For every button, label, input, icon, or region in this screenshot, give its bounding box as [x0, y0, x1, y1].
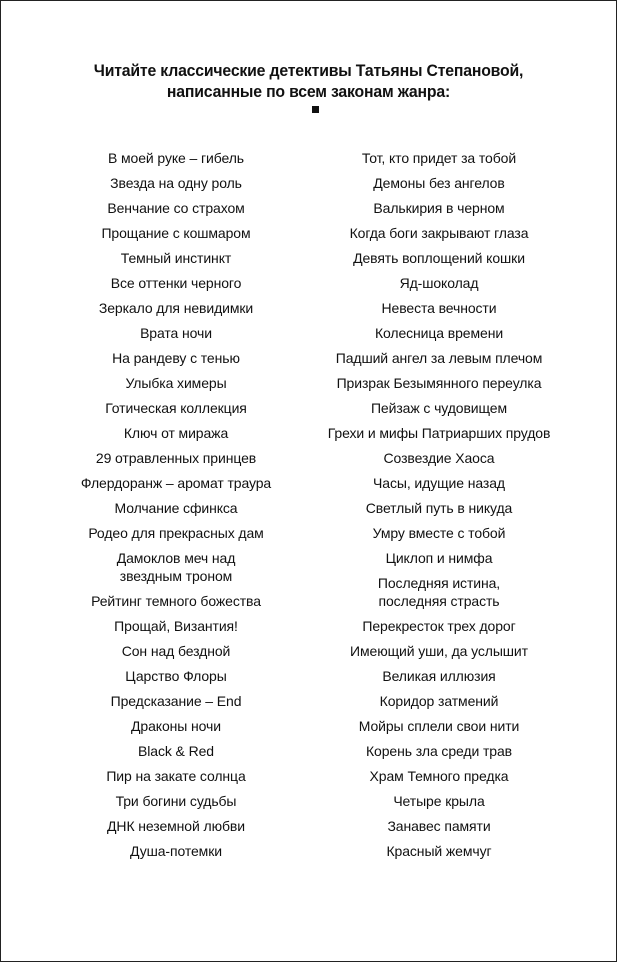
book-title-line: Созвездие Хаоса [383, 450, 495, 466]
book-title-line: ДНК неземной любви [107, 818, 245, 834]
book-title-line: Великая иллюзия [382, 668, 496, 684]
book-title [304, 449, 574, 467]
book-title-line: Падший ангел за левым плечом [335, 350, 543, 366]
book-title [41, 842, 311, 860]
book-title [41, 667, 311, 685]
book-title-line: Четыре крыла [393, 793, 485, 809]
book-title [41, 149, 311, 167]
book-title [41, 617, 311, 635]
book-title [41, 499, 311, 517]
book-title-line: Сон над бездной [121, 643, 231, 659]
book-title [41, 449, 311, 467]
book-title [41, 224, 311, 242]
book-title [304, 524, 574, 542]
book-title-line: Коридор затмений [379, 693, 499, 709]
book-title [41, 592, 311, 610]
book-title-line: Тот, кто придет за тобой [361, 150, 517, 166]
book-title-line: Дамоклов меч над [116, 550, 236, 566]
book-title [304, 549, 574, 567]
book-title [41, 199, 311, 217]
book-title-line: Занавес памяти [387, 818, 491, 834]
book-title [41, 474, 311, 492]
book-title [304, 324, 574, 342]
book-title-line: 29 отравленных принцев [95, 450, 257, 466]
book-title-line: На рандеву с тенью [112, 350, 240, 366]
book-title-line: Светлый путь в никуда [365, 500, 513, 516]
book-title [304, 399, 574, 417]
book-title [41, 349, 311, 367]
book-title [41, 642, 311, 660]
book-title [304, 424, 574, 442]
book-title [304, 274, 574, 292]
book-title-line: Прощай, Византия! [114, 618, 238, 634]
book-title-line: Девять воплощений кошки [353, 250, 525, 266]
book-title [41, 174, 311, 192]
heading-line-1: Читайте классические детективы Татьяны Степановой, [93, 61, 524, 80]
book-title-line: Яд-шоколад [399, 275, 479, 291]
book-title-line: Когда боги закрывают глаза [349, 225, 529, 241]
book-title-line: Царство Флоры [125, 668, 227, 684]
book-title-line: Умру вместе с тобой [372, 525, 506, 541]
book-title [304, 474, 574, 492]
book-title [304, 717, 574, 735]
book-title [304, 667, 574, 685]
book-title-line: Прощание с кошмаром [101, 225, 251, 241]
book-title [304, 817, 574, 835]
book-title-line: Венчание со страхом [107, 200, 245, 216]
book-title-line: Пир на закате солнца [106, 768, 246, 784]
book-title-line: Невеста вечности [381, 300, 497, 316]
square-bullet-icon [312, 106, 319, 113]
book-title [304, 742, 574, 760]
book-title-line: Колесница времени [374, 325, 504, 341]
book-title-line: Храм Темного предка [369, 768, 509, 784]
book-title [304, 149, 574, 167]
book-title-line: Перекресток трех дорог [362, 618, 516, 634]
book-title-line: Все оттенки черного [110, 275, 242, 291]
book-title-line: Мойры сплели свои нити [358, 718, 520, 734]
book-title [304, 617, 574, 635]
book-title [304, 792, 574, 810]
book-title [304, 692, 574, 710]
book-title-line: Последняя истина, [377, 575, 501, 591]
book-title [304, 767, 574, 785]
book-title-line: звездным троном [119, 568, 233, 584]
heading-line-2: написанные по всем законам жанра: [166, 82, 451, 101]
book-title [41, 817, 311, 835]
book-title-line: Молчание сфинкса [114, 500, 238, 516]
book-title [41, 717, 311, 735]
right-title-column [304, 149, 574, 867]
book-title [304, 349, 574, 367]
book-title-line: Циклоп и нимфа [385, 550, 493, 566]
book-title-line: Душа-потемки [130, 843, 222, 859]
book-title-line: Призрак Безымянного переулка [336, 375, 542, 391]
book-title [41, 299, 311, 317]
book-title-line: Флердоранж – аромат траура [80, 475, 272, 491]
book-title-line: Зеркало для невидимки [98, 300, 254, 316]
book-title-line: Корень зла среди трав [365, 743, 512, 759]
book-title-line: Родео для прекрасных дам [88, 525, 264, 541]
book-title [41, 792, 311, 810]
book-title [304, 842, 574, 860]
book-title-line: Black & Red [138, 743, 214, 759]
book-title [41, 274, 311, 292]
book-title [41, 424, 311, 442]
book-title [41, 324, 311, 342]
book-title-line: Пейзаж с чудовищем [370, 400, 508, 416]
page-heading [23, 60, 595, 102]
book-title [41, 399, 311, 417]
book-title-line: Имеющий уши, да услышит [350, 643, 528, 659]
book-title-line: Три богини судьбы [115, 793, 237, 809]
book-title-line: В моей руке – гибель [108, 150, 244, 166]
book-title [304, 374, 574, 392]
book-title [41, 767, 311, 785]
book-title [304, 499, 574, 517]
book-title [304, 199, 574, 217]
book-title [304, 642, 574, 660]
book-title [304, 224, 574, 242]
book-title [304, 249, 574, 267]
book-title-line: Врата ночи [140, 325, 212, 341]
left-title-column [41, 149, 311, 867]
book-title-line: Звезда на одну роль [110, 175, 242, 191]
book-title [304, 574, 574, 610]
book-title [304, 299, 574, 317]
book-title-line: Улыбка химеры [125, 375, 227, 391]
book-title-line: Демоны без ангелов [373, 175, 505, 191]
book-title [41, 374, 311, 392]
book-title-line: Темный инстинкт [120, 250, 232, 266]
book-title-line: Рейтинг темного божества [91, 593, 261, 609]
book-title-line: Драконы ночи [131, 718, 221, 734]
book-title [41, 692, 311, 710]
book-title [41, 549, 311, 585]
book-title-line: Красный жемчуг [386, 843, 492, 859]
book-title-line: Предсказание – End [110, 693, 242, 709]
book-title-line: Готическая коллекция [105, 400, 247, 416]
book-title [41, 524, 311, 542]
book-title-line: Валькирия в черном [373, 200, 505, 216]
book-title-line: Грехи и мифы Патриарших прудов [327, 425, 551, 441]
book-title-line: последняя страсть [378, 593, 500, 609]
book-title-line: Часы, идущие назад [373, 475, 505, 491]
book-title [41, 742, 311, 760]
book-title [304, 174, 574, 192]
book-title-line: Ключ от миража [123, 425, 229, 441]
book-title [41, 249, 311, 267]
